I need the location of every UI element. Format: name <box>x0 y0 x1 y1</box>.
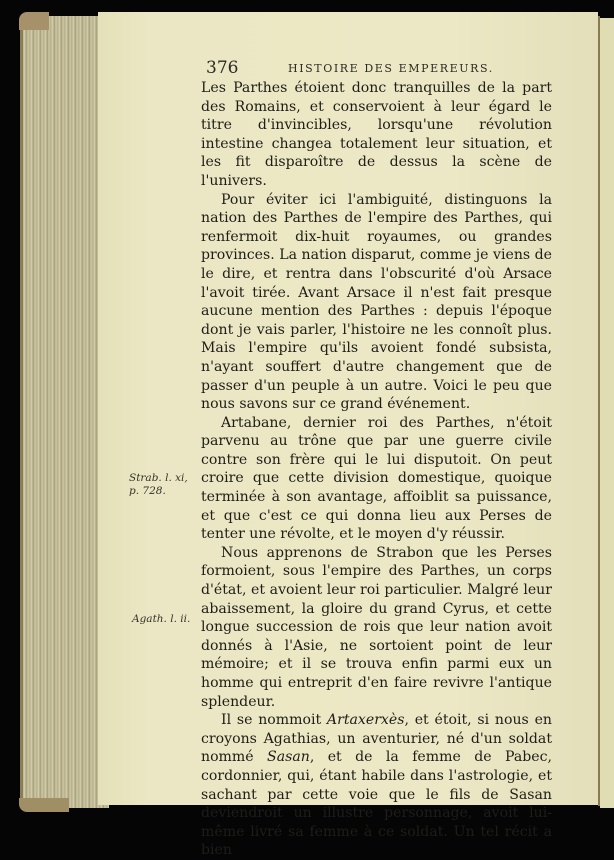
margin-note-agathias <box>132 613 190 626</box>
margin-note-line: Agath. l. ii. <box>132 613 191 625</box>
page-edges <box>20 16 109 808</box>
page-number: 376 <box>206 58 239 78</box>
text-span: , et étoit, si nous en croyons Agathias, un aventurier, né d'un soldat nommé <box>201 712 552 766</box>
margin-note-line: Strab. l. xi, <box>129 472 188 484</box>
margin-note-line: p. 728. <box>129 485 166 497</box>
paragraph-1: Les Parthes étoient donc tranquilles de la part des Romains, et conservoient à leur égard le titre d'invincibles, lorsqu'une révolution intestine changea totalement leur situation, et les fit disparoître de dessus la scène de l'univers. <box>201 80 552 189</box>
body-text <box>201 79 552 860</box>
margin-note-strabo <box>129 472 188 498</box>
running-title: HISTOIRE DES EMPEREURS. <box>288 62 494 75</box>
paragraph-5 <box>201 711 552 860</box>
italic-name: Artaxerxès <box>326 712 405 729</box>
paragraph-3: Artabane, dernier roi des Parthes, n'étoit parvenu au trône que par une guerre civile contre son frère qui le lui disputoit. On peut croire que cette division domestique, quoique terminée à son avantage, affoiblit sa puissance, et que c'est ce qui donna lieu aux Perses de tenter une révolte, et le moyen d'y réussir. <box>201 414 552 543</box>
italic-name: Sasan <box>267 749 310 766</box>
text-span: , et de la femme de Pabec, cordonnier, qui, étant habile dans l'astrologie, et sachant par cette voie que le fils de Sasan deviendroit un illustre personnage, avoit lui-même livré sa femme à ce soldat. Un tel récit a bien <box>201 749 552 859</box>
page-header <box>206 58 576 78</box>
text-span: Il se nommoit <box>221 712 327 729</box>
facing-page-edge <box>600 18 614 808</box>
paragraph-2: Pour éviter ici l'ambiguité, distinguons la nation des Parthes de l'empire des Parthes, qui renfermoit dix-huit royaumes, ou grandes provinces. La nation disparut, comme je viens de le dire, et rentra dans l'obscurité d'où Arsace l'avoit tirée. Avant Arsace il n'est fait presque aucune mention des Parthes : depuis l'époque dont je vais parler, l'histoire ne les connoît plus. Mais l'empire qu'ils avoient fondé subsista, n'ayant souffert d'autre changement que de passer d'un peuple à un autre. Voici le peu que nous savons sur ce grand événement. <box>201 191 552 413</box>
paragraph-4: Nous apprenons de Strabon que les Perses formoient, sous l'empire des Parthes, un corps d'état, et avoient leur roi particulier. Malgré leur abaissement, la gloire du grand Cyrus, et cette longue succession de rois que leur nation avoit donnés à l'Asie, ne sortoient point de leur mémoire; et il se trouva enfin parmi eux un homme qui entreprit d'en faire revivre l'antique splendeur. <box>201 544 552 710</box>
